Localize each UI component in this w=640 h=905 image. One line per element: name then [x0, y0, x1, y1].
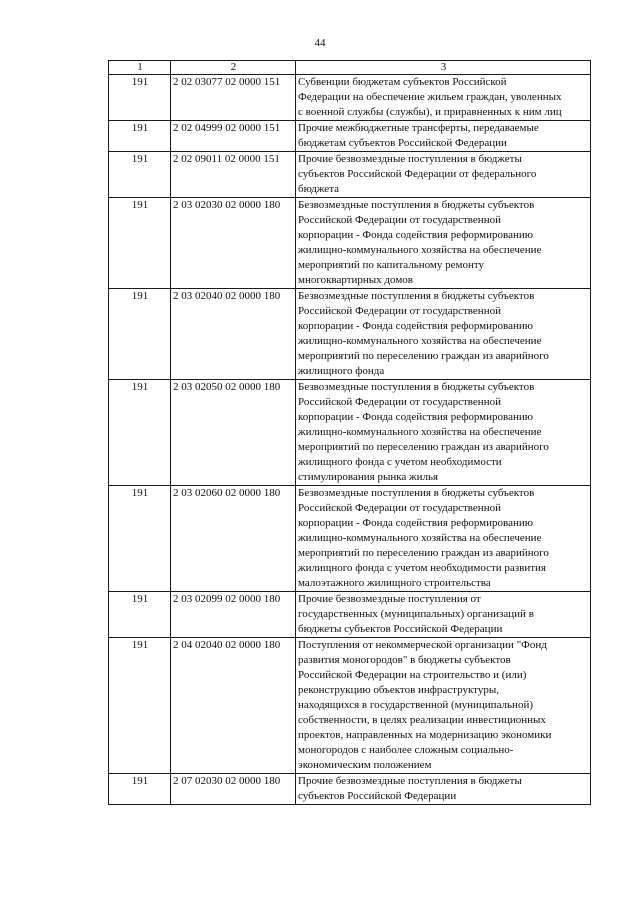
description-cell: Прочие безвозмездные поступления в бюджеты субъектов Российской Федерации	[296, 774, 591, 805]
table-row	[109, 289, 591, 380]
column-header-1: 1	[109, 61, 171, 75]
admin-code-cell: 191	[109, 75, 171, 121]
revenue-code-cell: 2 02 09011 02 0000 151	[171, 152, 296, 198]
admin-code-cell: 191	[109, 289, 171, 380]
table-row	[109, 774, 591, 805]
revenue-code-cell: 2 03 02099 02 0000 180	[171, 592, 296, 638]
table-row	[109, 198, 591, 289]
revenue-code-cell: 2 07 02030 02 0000 180	[171, 774, 296, 805]
table-row	[109, 121, 591, 152]
table-header-row	[109, 61, 591, 75]
admin-code-cell: 191	[109, 774, 171, 805]
description-cell: Прочие безвозмездные поступления от государственных (муниципальных) организаций в бюджеты субъектов Российской Федерации	[296, 592, 591, 638]
description-cell: Прочие безвозмездные поступления в бюджеты субъектов Российской Федерации от федерального бюджета	[296, 152, 591, 198]
column-header-2: 2	[171, 61, 296, 75]
revenue-codes-table	[108, 60, 591, 805]
description-cell: Прочие межбюджетные трансферты, передаваемые бюджетам субъектов Российской Федерации	[296, 121, 591, 152]
description-cell: Безвозмездные поступления в бюджеты субъектов Российской Федерации от государственной корпорации - Фонда содействия реформированию жилищно-коммунального хозяйства на обеспечение мероприятий по переселению граждан из аварийного жилищного фонда с учетом необходимости развития малоэтажного жилищного строительства	[296, 486, 591, 592]
revenue-code-cell: 2 03 02030 02 0000 180	[171, 198, 296, 289]
admin-code-cell: 191	[109, 638, 171, 774]
admin-code-cell: 191	[109, 486, 171, 592]
admin-code-cell: 191	[109, 592, 171, 638]
page-number: 44	[314, 37, 326, 49]
admin-code-cell: 191	[109, 121, 171, 152]
table-row	[109, 380, 591, 486]
description-cell: Безвозмездные поступления в бюджеты субъектов Российской Федерации от государственной корпорации - Фонда содействия реформированию жилищно-коммунального хозяйства на обеспечение мероприятий по переселению граждан из аварийного жилищного фонда	[296, 289, 591, 380]
revenue-code-cell: 2 02 03077 02 0000 151	[171, 75, 296, 121]
revenue-code-cell: 2 04 02040 02 0000 180	[171, 638, 296, 774]
admin-code-cell: 191	[109, 380, 171, 486]
revenue-code-cell: 2 03 02060 02 0000 180	[171, 486, 296, 592]
revenue-code-cell: 2 03 02040 02 0000 180	[171, 289, 296, 380]
revenue-code-cell: 2 03 02050 02 0000 180	[171, 380, 296, 486]
table-row	[109, 152, 591, 198]
description-cell: Поступления от некоммерческой организации "Фонд развития моногородов" в бюджеты субъектов Российской Федерации на строительство и (или) реконструкцию объектов инфраструктуры, находящихся в государственной (муниципальной) собственности, в целях реализации инвестиционных проектов, направленных на модернизацию экономики моногородов с наиболее сложным социально- экономическим положением	[296, 638, 591, 774]
description-cell: Безвозмездные поступления в бюджеты субъектов Российской Федерации от государственной корпорации - Фонда содействия реформированию жилищно-коммунального хозяйства на обеспечение мероприятий по переселению граждан из аварийного жилищного фонда с учетом необходимости стимулирования рынка жилья	[296, 380, 591, 486]
table-row	[109, 638, 591, 774]
description-cell: Субвенции бюджетам субъектов Российской Федерации на обеспечение жильем граждан, уволенных с военной службы (службы), и приравненных к ним лиц	[296, 75, 591, 121]
description-cell: Безвозмездные поступления в бюджеты субъектов Российской Федерации от государственной корпорации - Фонда содействия реформированию жилищно-коммунального хозяйства на обеспечение мероприятий по капитальному ремонту многоквартирных домов	[296, 198, 591, 289]
table-row	[109, 75, 591, 121]
table-row	[109, 592, 591, 638]
column-header-3: 3	[296, 61, 591, 75]
admin-code-cell: 191	[109, 198, 171, 289]
revenue-code-cell: 2 02 04999 02 0000 151	[171, 121, 296, 152]
table-row	[109, 486, 591, 592]
admin-code-cell: 191	[109, 152, 171, 198]
